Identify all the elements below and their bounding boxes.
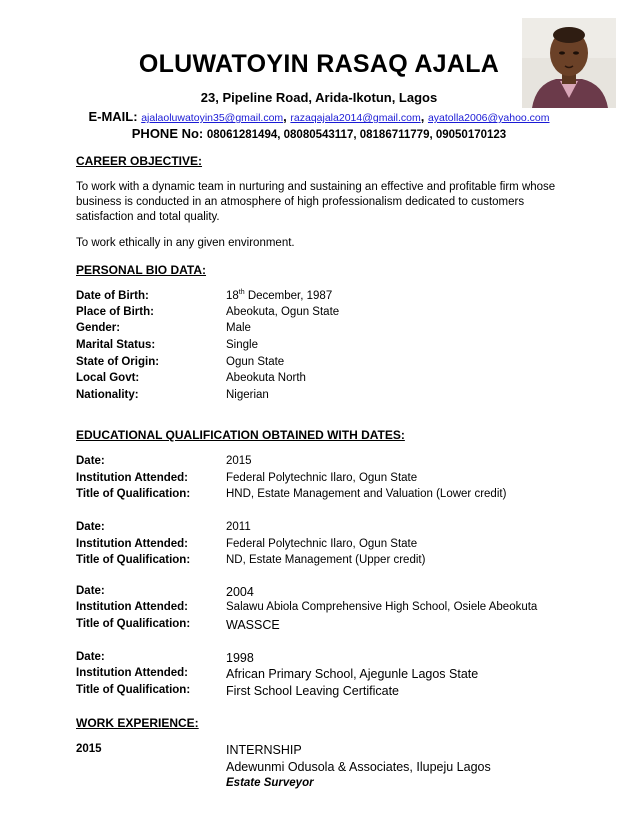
bio-value: Single [226, 339, 258, 351]
career-objective-paragraph [76, 180, 576, 225]
edu-institution-row [76, 472, 596, 488]
bio-label: Nationality: [76, 389, 139, 401]
edu-date-label: Date: [76, 585, 105, 597]
edu-date-row [76, 651, 596, 667]
bio-row [76, 389, 596, 405]
bio-label: Place of Birth: [76, 306, 154, 318]
work-year: 2015 [76, 743, 102, 755]
email-link-3[interactable]: ayatolla2006@yahoo.com [427, 112, 550, 124]
edu-institution-label: Institution Attended: [76, 472, 188, 484]
edu-institution-value: African Primary School, Ajegunle Lagos State [226, 667, 479, 681]
email-label: E-MAIL: [88, 109, 138, 124]
edu-date-label: Date: [76, 521, 105, 533]
bio-label: State of Origin: [76, 356, 160, 368]
edu-title-row [76, 554, 596, 570]
edu-title-label: Title of Qualification: [76, 684, 191, 696]
bio-data-heading: PERSONAL BIO DATA: [76, 263, 207, 277]
bio-value: Nigerian [226, 389, 269, 401]
email-separator: , [283, 109, 291, 124]
edu-date-value: 2004 [226, 585, 254, 599]
bio-value: Abeokuta North [226, 372, 306, 384]
edu-date-row [76, 521, 596, 537]
bio-row [76, 372, 596, 388]
edu-title-row [76, 618, 596, 634]
edu-institution-value: Salawu Abiola Comprehensive High School, Osiele Abeokuta [226, 601, 538, 613]
bio-label: Date of Birth: [76, 290, 149, 302]
work-row-company [76, 760, 596, 776]
education-heading: EDUCATIONAL QUALIFICATION OBTAINED WITH DATES: [76, 428, 405, 442]
bio-value: Male [226, 322, 251, 334]
career-objective-paragraph-2: To work ethically in any given environment. [76, 237, 295, 249]
address-line: 23, Pipeline Road, Arida-Ikotun, Lagos [200, 90, 438, 105]
edu-institution-label: Institution Attended: [76, 667, 188, 679]
bio-label: Gender: [76, 322, 121, 334]
edu-date-value: 2011 [226, 521, 251, 533]
edu-date-row [76, 455, 596, 471]
edu-title-value: HND, Estate Management and Valuation (Lower credit) [226, 488, 507, 500]
work-row-role [76, 743, 596, 759]
bio-value: Ogun State [226, 356, 285, 368]
email-separator: , [420, 109, 428, 124]
edu-institution-value: Federal Polytechnic Ilaro, Ogun State [226, 538, 418, 550]
work-position: Estate Surveyor [226, 777, 314, 789]
email-link-2[interactable]: razaqajala2014@gmail.com [290, 112, 421, 124]
edu-institution-label: Institution Attended: [76, 538, 188, 550]
work-experience-heading: WORK EXPERIENCE: [76, 716, 199, 730]
edu-title-row [76, 488, 596, 504]
edu-title-value: First School Leaving Certificate [226, 684, 399, 698]
bio-row [76, 339, 596, 355]
bio-row [76, 322, 596, 338]
phone-line [0, 126, 638, 141]
resume-name: OLUWATOYIN RASAQ AJALA [138, 50, 500, 78]
email-link-1[interactable]: ajalaoluwatoyin35@gmail.com [141, 112, 284, 124]
career-objective-heading: CAREER OBJECTIVE: [76, 154, 203, 168]
edu-date-value: 2015 [226, 455, 252, 467]
bio-value: Abeokuta, Ogun State [226, 306, 340, 318]
work-company: Adewunmi Odusola & Associates, Ilupeju Lagos [226, 760, 491, 774]
edu-title-value: ND, Estate Management (Upper credit) [226, 554, 426, 566]
bio-row [76, 306, 596, 322]
phone-numbers: 08061281494, 08080543117, 08186711779, 09050170123 [206, 129, 507, 141]
edu-title-label: Title of Qualification: [76, 488, 191, 500]
edu-institution-row [76, 601, 596, 617]
edu-date-label: Date: [76, 455, 105, 467]
career-line-3: satisfaction and total quality. [76, 211, 220, 223]
bio-row [76, 356, 596, 372]
edu-institution-label: Institution Attended: [76, 601, 188, 613]
phone-label: PHONE No: [131, 126, 204, 141]
edu-date-value: 1998 [226, 651, 254, 665]
career-line-1: To work with a dynamic team in nurturing and sustaining an effective and profitable firm whose [76, 181, 556, 193]
edu-title-row [76, 684, 596, 700]
edu-institution-value: Federal Polytechnic Ilaro, Ogun State [226, 472, 418, 484]
edu-institution-row [76, 538, 596, 554]
edu-title-label: Title of Qualification: [76, 554, 191, 566]
work-row-position [76, 777, 596, 793]
edu-title-value: WASSCE [226, 618, 280, 632]
work-role: INTERNSHIP [226, 743, 302, 757]
bio-label: Marital Status: [76, 339, 156, 351]
bio-label: Local Govt: [76, 372, 140, 384]
edu-institution-row [76, 667, 596, 683]
edu-title-label: Title of Qualification: [76, 618, 191, 630]
career-line-2: business is conducted in an atmosphere of high professionalism dedicated to customers [76, 196, 525, 208]
email-line [0, 109, 638, 124]
edu-date-row [76, 585, 596, 601]
edu-date-label: Date: [76, 651, 105, 663]
bio-value-dob: 18th December, 1987 [226, 289, 333, 302]
bio-row-dob [76, 290, 596, 306]
